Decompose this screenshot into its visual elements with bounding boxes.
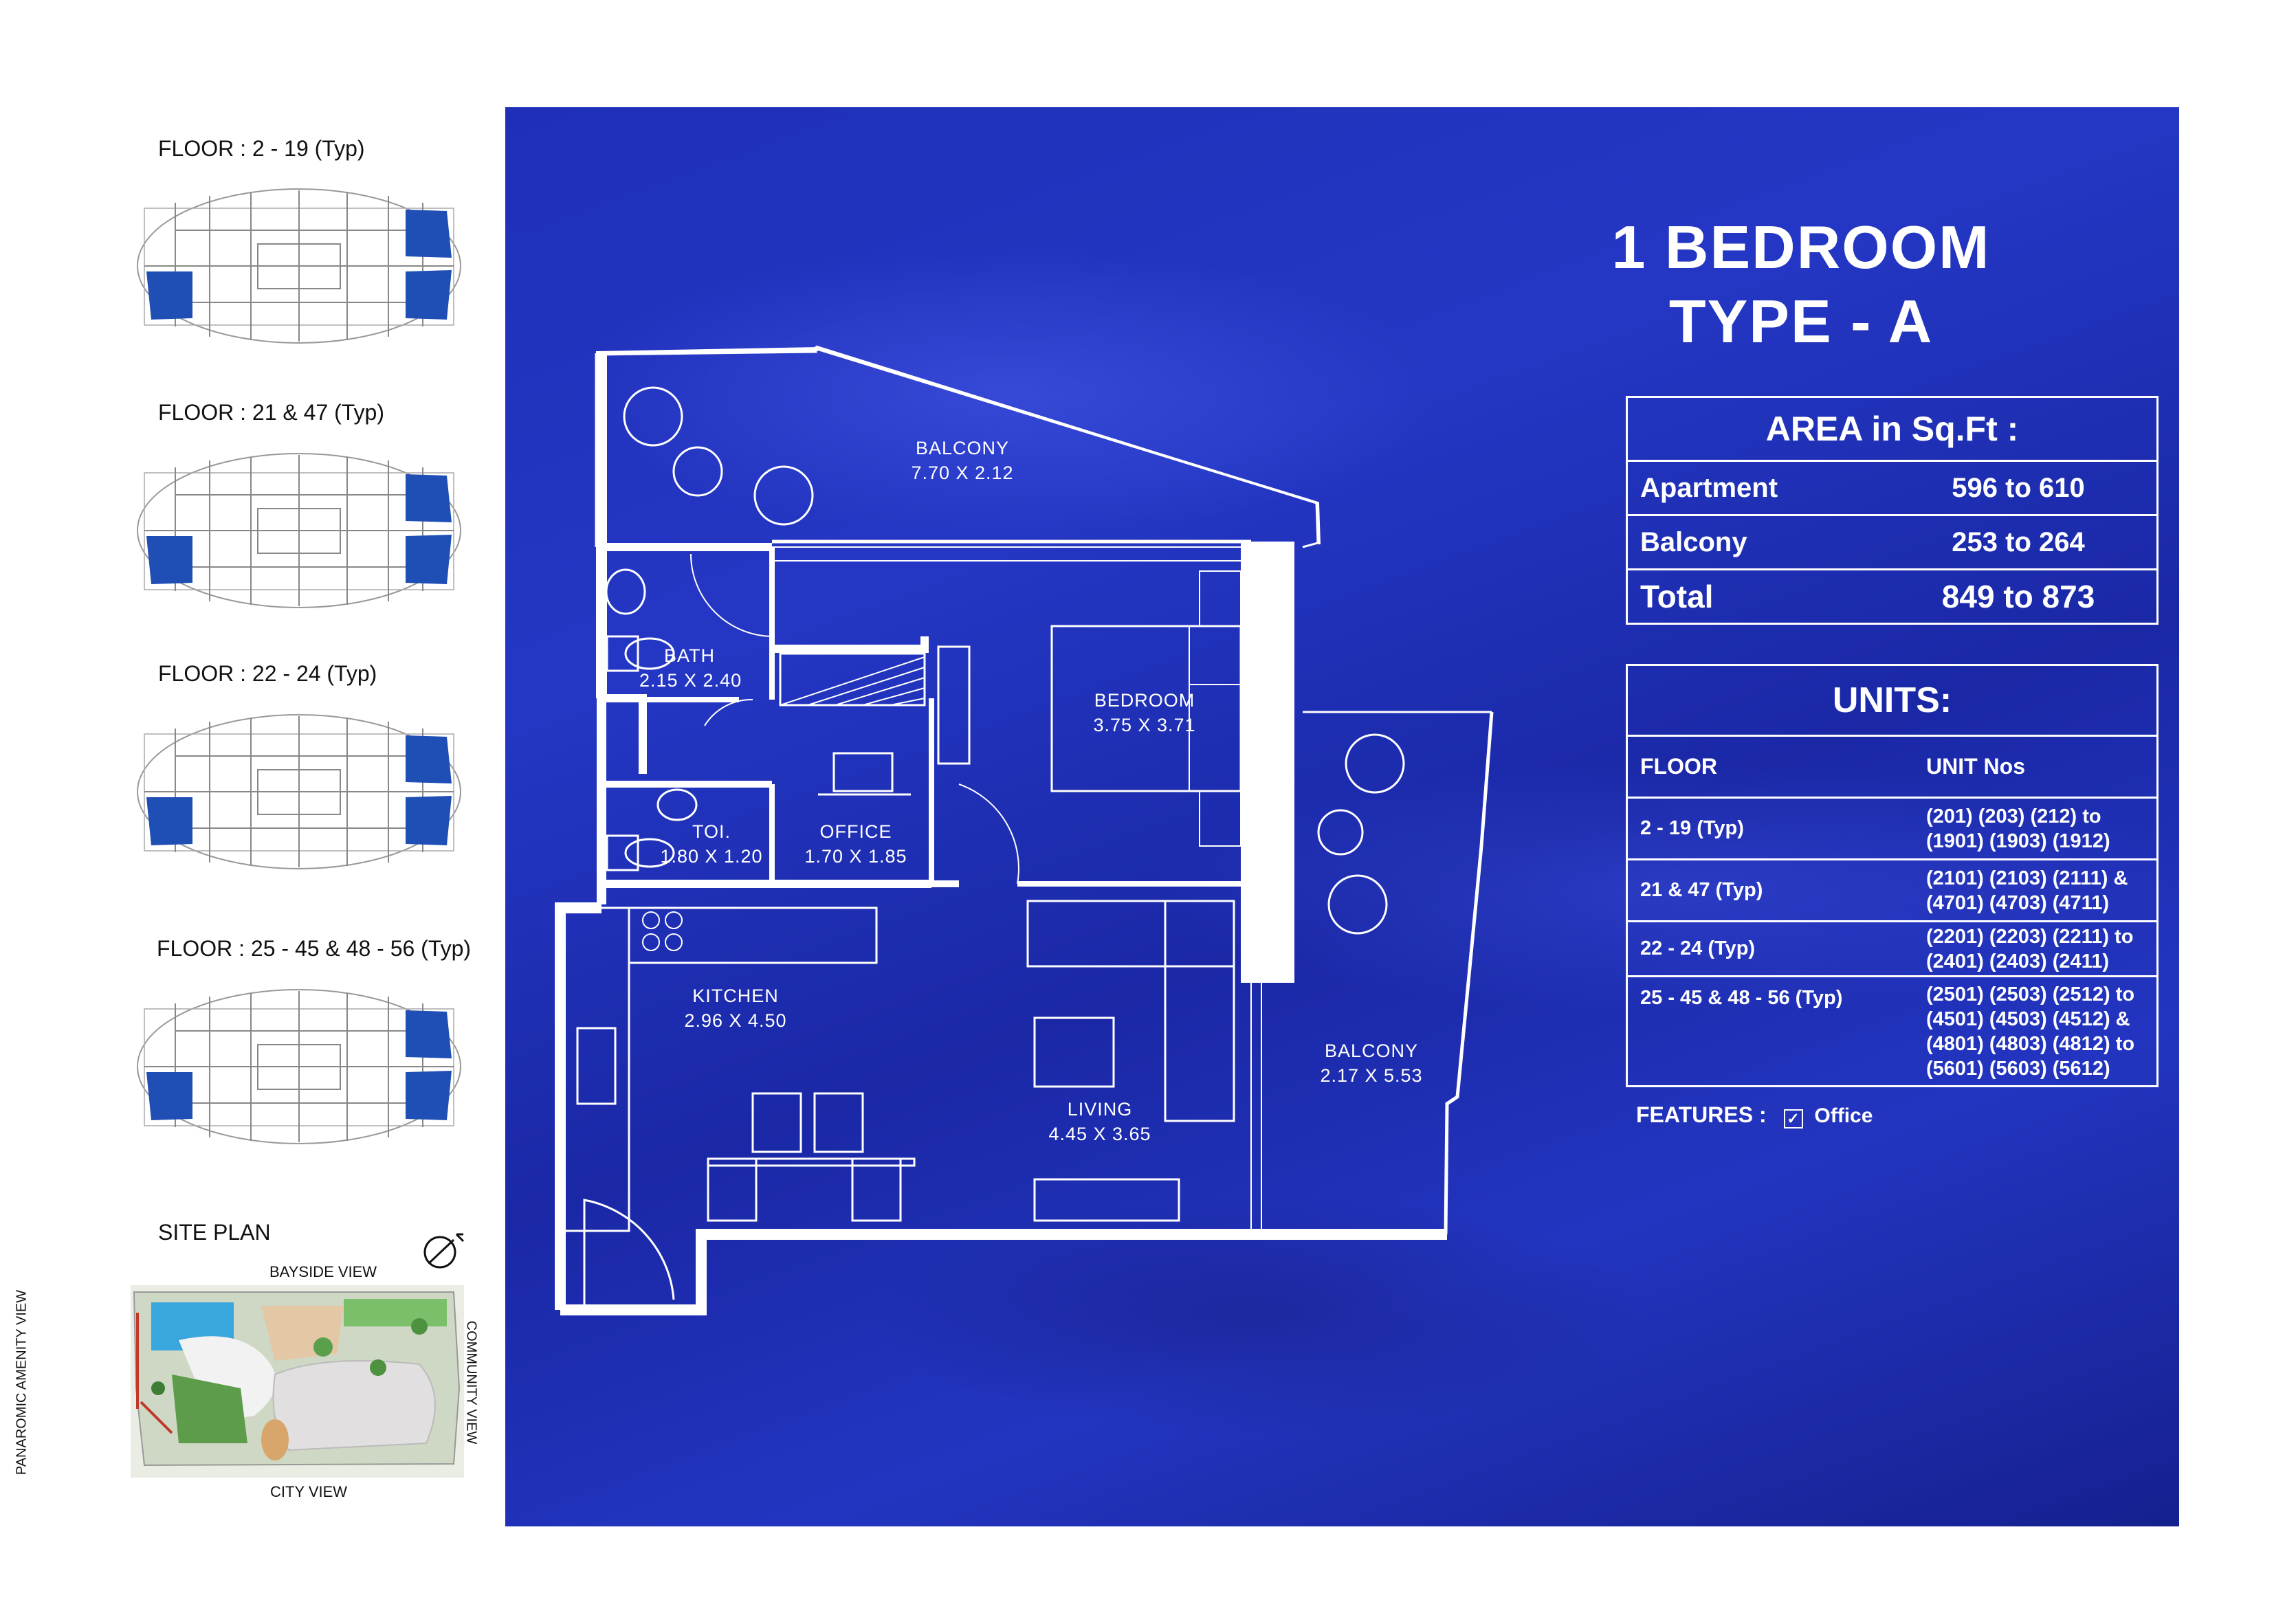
site-plan-bottom-label: CITY VIEW [270, 1483, 348, 1500]
room-name: BATH [664, 645, 716, 666]
units-line: (2501) (2503) (2512) to [1926, 983, 2135, 1005]
area-row [1627, 461, 2158, 515]
units-line: (2401) (2403) (2411) [1926, 950, 2109, 972]
area-label: Apartment [1627, 461, 1881, 515]
room-name: BALCONY [915, 438, 1010, 458]
units-row [1627, 860, 2158, 922]
room-dimensions: 2.96 X 4.50 [684, 1010, 787, 1032]
feature-office: Office [1814, 1104, 1873, 1127]
units-row [1627, 977, 2158, 1087]
title-line-2: TYPE - A [1668, 287, 1934, 355]
room-name: KITCHEN [692, 986, 779, 1006]
site-plan-title: SITE PLAN [158, 1220, 271, 1245]
units-line: (4501) (4503) (4512) & [1926, 1008, 2130, 1030]
units-line: (1901) (1903) (1912) [1926, 830, 2110, 852]
room-dimensions: 1.70 X 1.85 [804, 846, 907, 867]
room-dimensions: 2.15 X 2.40 [639, 670, 742, 691]
site-plan-right-label: COMMUNITY VIEW [463, 1320, 479, 1445]
room-name: BALCONY [1324, 1041, 1419, 1061]
compass-icon [421, 1230, 469, 1271]
area-value: 253 to 264 [1880, 515, 2157, 570]
key-plan-floor-4 [134, 983, 464, 1151]
room-balcony-top [852, 436, 1072, 486]
units-floor: 25 - 45 & 48 - 56 (Typ) [1627, 977, 1914, 1087]
room-name: TOI. [692, 821, 731, 842]
area-label: Balcony [1627, 515, 1881, 570]
units-row [1627, 922, 2158, 977]
room-name: BEDROOM [1094, 690, 1195, 711]
units-line: (5601) (5603) (5612) [1926, 1057, 2110, 1080]
room-toilet [650, 819, 773, 869]
unit-type-title [1578, 210, 2024, 359]
room-name: LIVING [1067, 1099, 1133, 1120]
key-plan-graphic [134, 447, 464, 615]
units-line: (2101) (2103) (2111) & [1926, 867, 2128, 889]
units-line: (4801) (4803) (4812) to [1926, 1032, 2135, 1055]
room-dimensions: 4.45 X 3.65 [1048, 1124, 1151, 1145]
area-label: Total [1627, 570, 1881, 624]
area-value: 849 to 873 [1880, 570, 2157, 624]
units-nos [1914, 798, 2158, 860]
site-plan-left-label: PANAROMIC AMENITY VIEW [14, 1289, 30, 1476]
room-office [777, 819, 935, 869]
key-plan-floor-2 [134, 447, 464, 615]
key-plan-graphic [134, 983, 464, 1151]
units-floor: 21 & 47 (Typ) [1627, 860, 1914, 922]
units-nos [1914, 860, 2158, 922]
site-plan-image [131, 1285, 464, 1478]
key-plan-floor-1 [134, 182, 464, 351]
area-value: 596 to 610 [1880, 461, 2157, 515]
units-floor: 2 - 19 (Typ) [1627, 798, 1914, 860]
checkbox-checked-icon: ✓ [1784, 1109, 1803, 1128]
key-plan-graphic [134, 708, 464, 876]
units-floor: 22 - 24 (Typ) [1627, 922, 1914, 977]
room-dimensions: 3.75 X 3.71 [1093, 715, 1196, 736]
units-line: (201) (203) (212) to [1926, 805, 2101, 827]
room-kitchen [632, 983, 839, 1034]
units-table [1626, 664, 2159, 1087]
units-row [1627, 798, 2158, 860]
area-heading: AREA in Sq.Ft : [1627, 397, 2158, 461]
floor-label-4: FLOOR : 25 - 45 & 48 - 56 (Typ) [157, 936, 472, 961]
units-nos [1914, 977, 2158, 1087]
units-line: (2201) (2203) (2211) to [1926, 925, 2134, 948]
room-dimensions: 7.70 X 2.12 [911, 463, 1014, 484]
units-heading: UNITS: [1627, 665, 2158, 736]
room-bedroom [1055, 688, 1234, 738]
units-col-unit-nos: UNIT Nos [1914, 736, 2158, 798]
key-plan-graphic [134, 182, 464, 351]
features-line [1636, 1102, 1873, 1128]
area-row [1627, 570, 2158, 624]
room-living [1007, 1097, 1193, 1147]
floor-label-3: FLOOR : 22 - 24 (Typ) [158, 661, 377, 686]
floor-plan-panel [505, 107, 2179, 1526]
area-table [1626, 396, 2159, 625]
room-bath [639, 643, 777, 693]
key-plan-floor-3 [134, 708, 464, 876]
units-col-floor: FLOOR [1627, 736, 1914, 798]
area-row [1627, 515, 2158, 570]
units-nos [1914, 922, 2158, 977]
features-label: FEATURES : [1636, 1102, 1767, 1127]
room-name: OFFICE [819, 821, 892, 842]
room-balcony-right [1282, 1038, 1461, 1089]
site-plan-top-label: BAYSIDE VIEW [269, 1263, 377, 1280]
title-line-1: 1 BEDROOM [1611, 213, 1991, 281]
room-dimensions: 2.17 X 5.53 [1320, 1065, 1423, 1087]
floor-label-1: FLOOR : 2 - 19 (Typ) [158, 136, 365, 161]
units-line: (4701) (4703) (4711) [1926, 891, 2109, 914]
floor-label-2: FLOOR : 21 & 47 (Typ) [158, 400, 384, 425]
room-dimensions: 1.80 X 1.20 [660, 846, 763, 867]
